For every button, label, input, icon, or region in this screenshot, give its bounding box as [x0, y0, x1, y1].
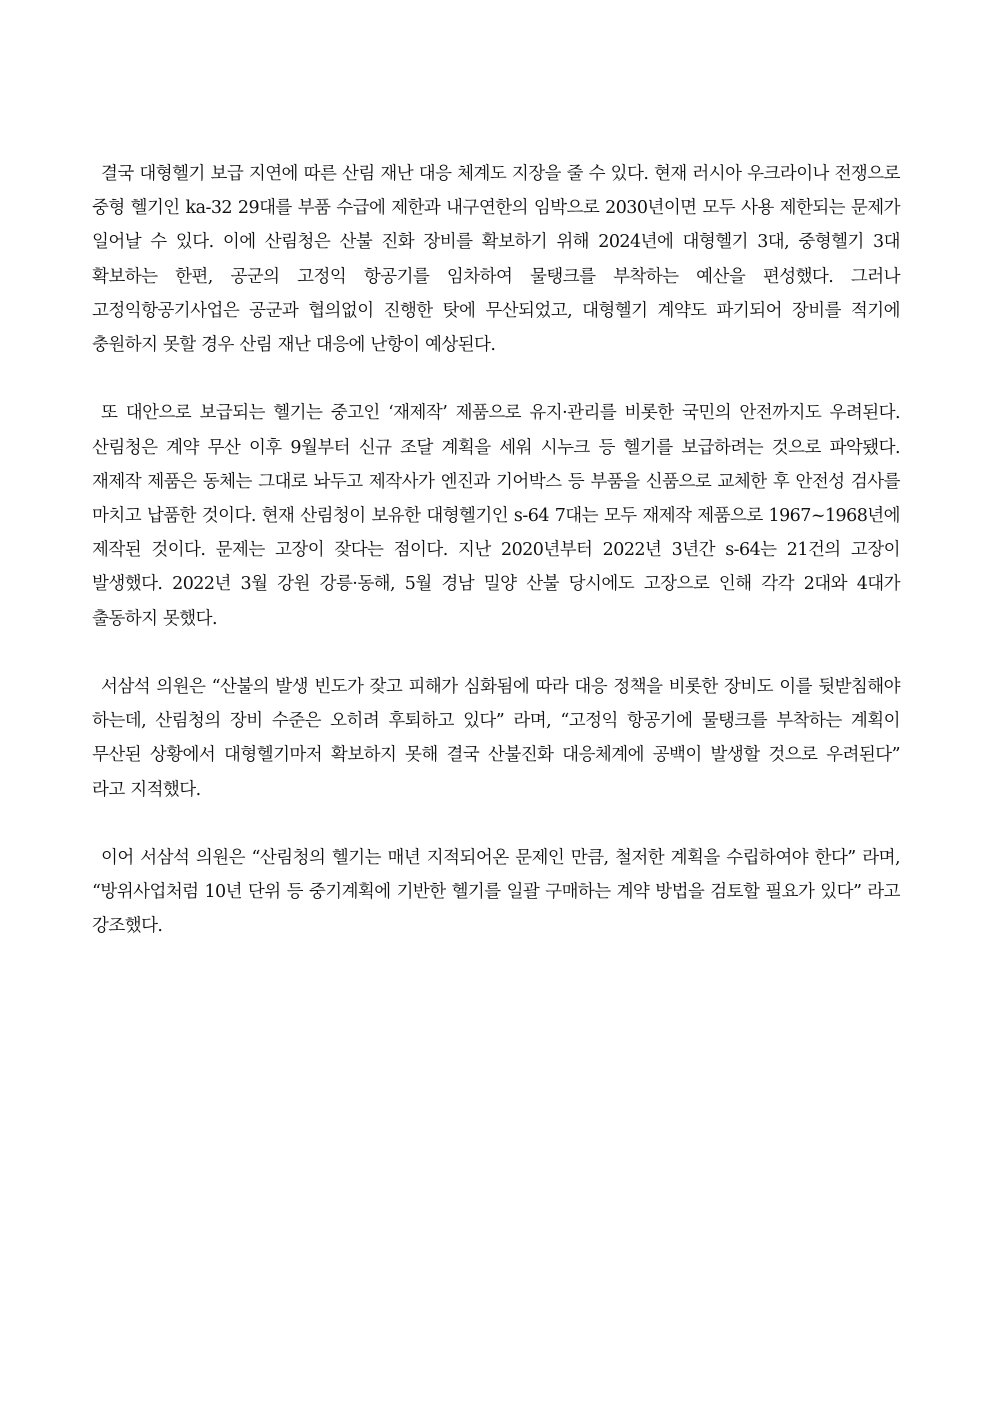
paragraph-1: 결국 대형헬기 보급 지연에 따른 산림 재난 대응 체계도 지장을 줄 수 있다. 현재 러시아 우크라이나 전쟁으로 중형 헬기인 ka-32 29대를 부품 수급에 제한과 내구연한의 임박으로 2030년이면 모두 사용 제한되는 문제가 일어날 수 있다. 이에 산림청은 산불 진화 장비를 확보하기 위해 2024년에 대형헬기 3대, 중형헬기 3대 확보하는 한편, 공군의 고정익 항공기를 임차하여 물탱크를 부착하는 예산을 편성했다. 그러나 고정익항공기사업은 공군과 협의없이 진행한 탓에 무산되었고, 대형헬기 계약도 파기되어 장비를 적기에 충원하지 못할 경우 산림 재난 대응에 난항이 예상된다.	[92, 164, 900, 356]
paragraph-3: 서삼석 의원은 “산불의 발생 빈도가 잦고 피해가 심화됨에 따라 대응 정책을 비롯한 장비도 이를 뒷받침해야 하는데, 산림청의 장비 수준은 오히려 후퇴하고 있다” 라며, “고정익 항공기에 물탱크를 부착하는 계획이 무산된 상황에서 대형헬기마저 확보하지 못해 결국 산불진화 대응체계에 공백이 발생할 것으로 우려된다” 라고 지적했다.	[92, 677, 900, 800]
paragraph-4: 이어 서삼석 의원은 “산림청의 헬기는 매년 지적되어온 문제인 만큼, 철저한 계획을 수립하여야 한다” 라며, “방위사업처럼 10년 단위 등 중기계획에 기반한 헬기를 일괄 구매하는 계약 방법을 검토할 필요가 있다” 라고 강조했다.	[92, 848, 900, 937]
document-body	[92, 157, 900, 978]
paragraph-2: 또 대안으로 보급되는 헬기는 중고인 ‘재제작’ 제품으로 유지·관리를 비롯한 국민의 안전까지도 우려된다. 산림청은 계약 무산 이후 9월부터 신규 조달 계획을 세워 시누크 등 헬기를 보급하려는 것으로 파악됐다. 재제작 제품은 동체는 그대로 놔두고 제작사가 엔진과 기어박스 등 부품을 신품으로 교체한 후 안전성 검사를 마치고 납품한 것이다. 현재 산림청이 보유한 대형헬기인 s-64 7대는 모두 재제작 제품으로 1967~1968년에 제작된 것이다. 문제는 고장이 잦다는 점이다. 지난 2020년부터 2022년 3년간 s-64는 21건의 고장이 발생했다. 2022년 3월 강원 강릉·동해, 5월 경남 밀양 산불 당시에도 고장으로 인해 각각 2대와 4대가 출동하지 못했다.	[92, 403, 900, 629]
